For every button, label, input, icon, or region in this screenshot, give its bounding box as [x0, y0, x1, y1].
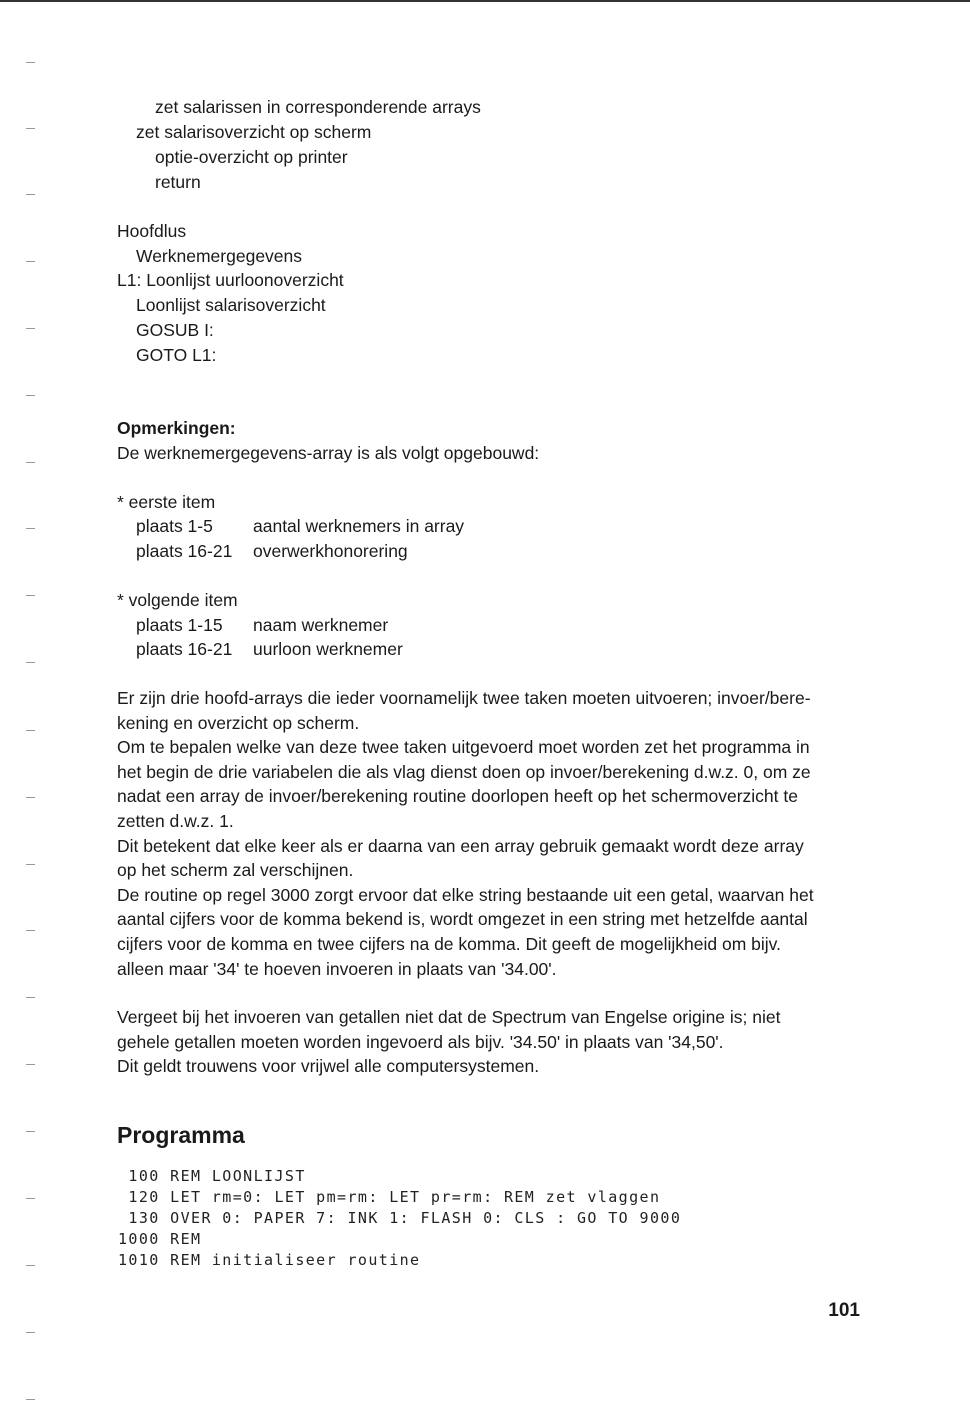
hoofdlus-title: Hoofdlus: [117, 221, 187, 241]
first-item-place: plaats 16-21: [136, 541, 233, 561]
page-number: 101: [828, 1300, 860, 1321]
next-item-desc: naam werknemer: [253, 615, 389, 635]
note-line: Dit geldt trouwens voor vrijwel alle computersystemen.: [117, 1056, 540, 1077]
hoofdlus-line: GOTO L1:: [136, 345, 217, 365]
hoofdlus-line: L1: Loonlijst uurloonoverzicht: [117, 270, 344, 290]
body-line: alleen maar '34' te hoeven invoeren in plaats van '34.00'.: [117, 958, 557, 979]
program-title: Programma: [117, 1122, 245, 1148]
opmerkingen-intro: De werknemergegevens-array is als volgt opgebouwd:: [117, 443, 540, 463]
next-item-label: * volgende item: [117, 590, 238, 610]
note-line: gehele getallen moeten worden ingevoerd als bijv. '34.50' in plaats van '34,50'.: [117, 1031, 724, 1052]
next-item-desc: uurloon werknemer: [253, 639, 403, 659]
first-item-desc: overwerkhonorering: [253, 541, 408, 561]
code-line: 120 LET rm=0: LET pm=rm: LET pr=rm: REM zet vlaggen: [118, 1188, 661, 1206]
hoofdlus-line: GOSUB I:: [136, 320, 214, 340]
note-paragraph: [117, 1005, 859, 1079]
body-line: cijfers voor de komma en twee cijfers na de komma. Dit geeft de mogelijkheid om bijv.: [117, 933, 781, 954]
body-line: nadat een array de invoer/berekening routine doorlopen heeft op het schermoverzicht te: [117, 786, 798, 807]
note-line: Vergeet bij het invoeren van getallen niet dat de Spectrum van Engelse origine is; niet: [117, 1007, 781, 1027]
hoofdlus-line: Werknemergegevens: [136, 246, 303, 266]
outline-line: zet salarisoverzicht op scherm: [136, 122, 372, 142]
body-line: Om te bepalen welke van deze twee taken uitgevoerd moet worden zet het programma in: [117, 737, 810, 758]
code-line: 130 OVER 0: PAPER 7: INK 1: FLASH 0: CLS : GO TO 9000: [118, 1209, 682, 1227]
body-line: het begin de drie variabelen die als vlag dienst doen op invoer/berekening d.w.z. 0, om ze: [117, 761, 811, 782]
code-line: 100 REM LOONLIJST: [118, 1167, 306, 1185]
first-item-label: * eerste item: [117, 492, 216, 512]
code-line: 1000 REM: [118, 1230, 202, 1248]
body-line: aantal cijfers voor de komma bekend is, wordt omgezet in een string met hetzelfde aantal: [117, 909, 808, 930]
top-rule: [0, 0, 970, 2]
outline-line: zet salarissen in corresponderende arrays: [155, 97, 481, 117]
body-line: Dit betekent dat elke keer als er daarna van een array gebruik gemaakt wordt deze array: [117, 835, 804, 856]
program-listing: [118, 1166, 681, 1271]
hoofdlus-line: Loonlijst salarisoverzicht: [136, 295, 326, 315]
outline-line: return: [155, 172, 201, 192]
first-item-place: plaats 1-5: [136, 516, 213, 536]
next-item-place: plaats 16-21: [136, 639, 233, 659]
body-line: kening en overzicht op scherm.: [117, 712, 360, 733]
opmerkingen-heading: Opmerkingen:: [117, 418, 236, 438]
body-line: De routine op regel 3000 zorgt ervoor dat elke string bestaande uit een getal, waarvan het: [117, 884, 814, 905]
outline-line: optie-overzicht op printer: [155, 147, 348, 167]
margin-tick-marks: [26, 0, 36, 1421]
body-line: Er zijn drie hoofd-arrays die ieder voornamelijk twee taken moeten uitvoeren; invoer/bere-: [117, 688, 811, 708]
body-line: op het scherm zal verschijnen.: [117, 860, 354, 881]
next-item-place: plaats 1-15: [136, 615, 223, 635]
body-paragraph: [117, 686, 859, 981]
body-line: zetten d.w.z. 1.: [117, 810, 234, 831]
code-line: 1010 REM initialiseer routine: [118, 1251, 421, 1269]
first-item-desc: aantal werknemers in array: [253, 516, 465, 536]
